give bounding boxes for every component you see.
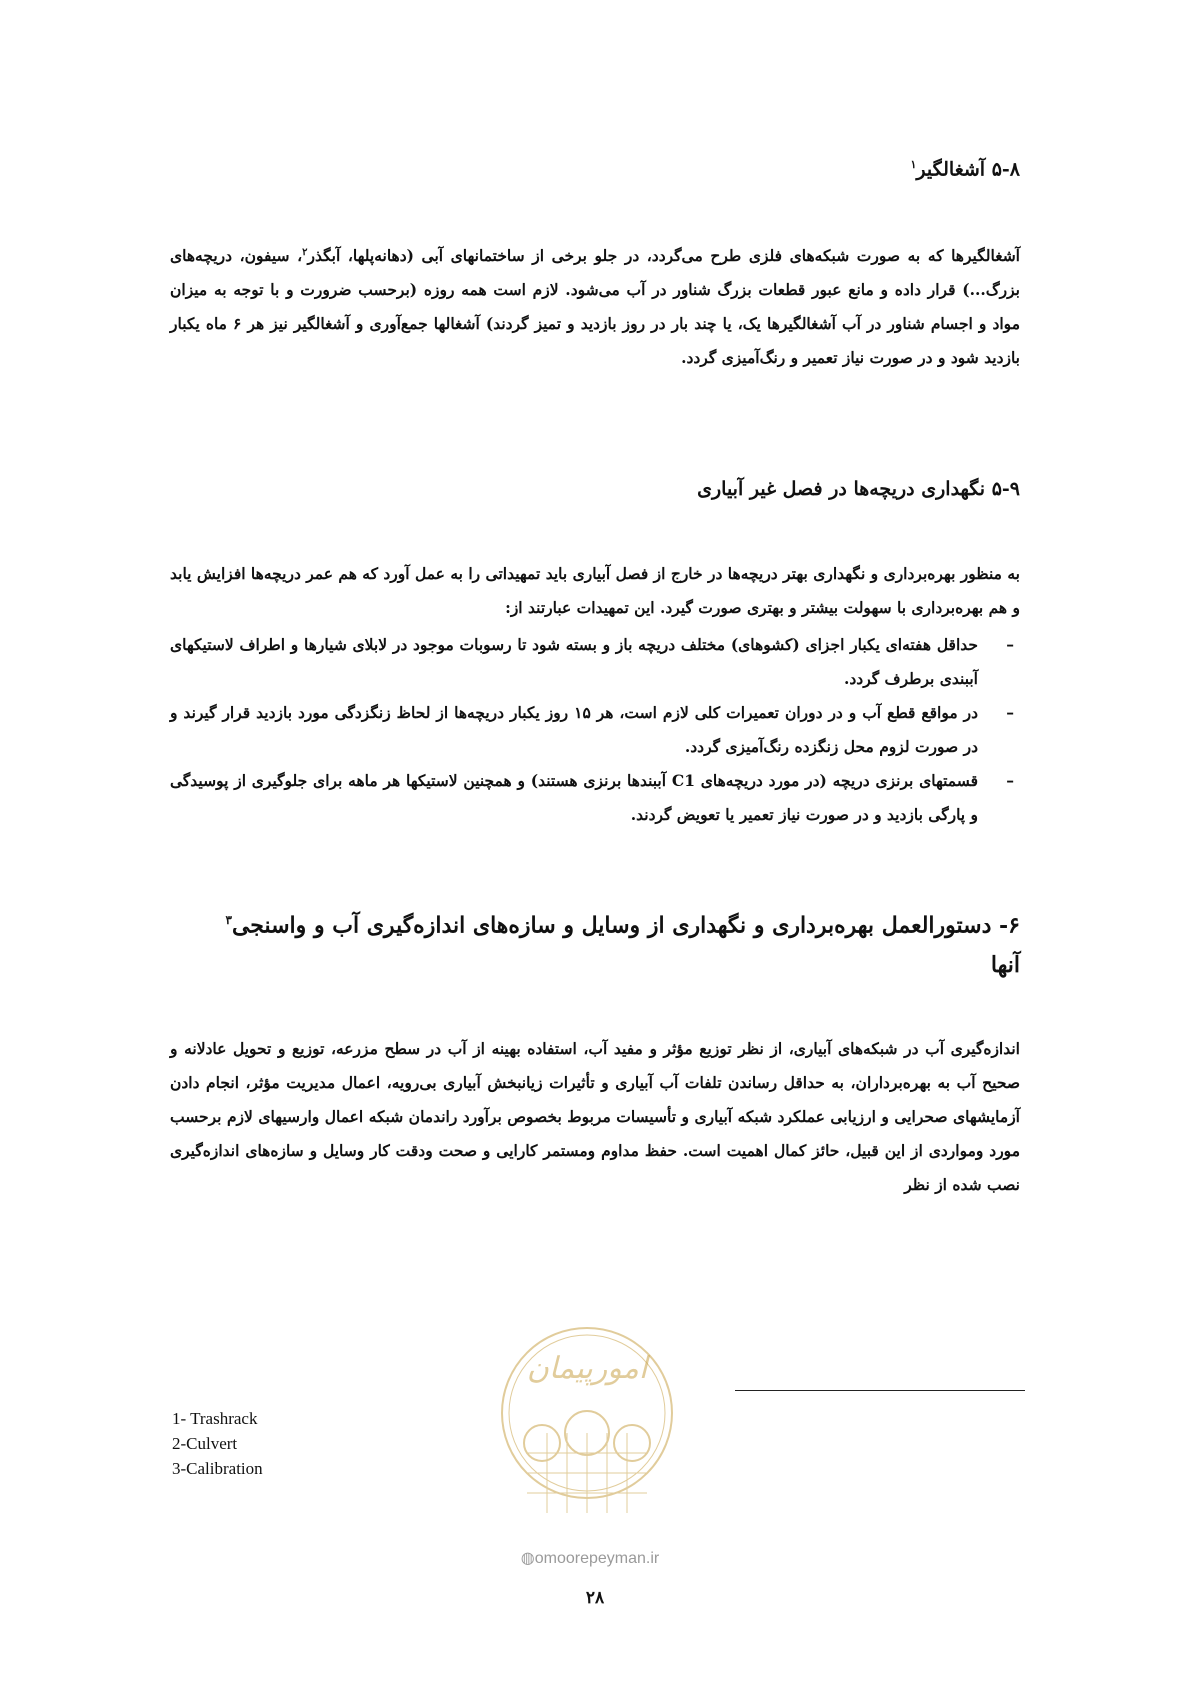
footnote-1: 1- Trashrack [172,1409,258,1428]
section-heading-5-9: ۵-۹ نگهداری دریچه‌ها در فصل غیر آبیاری [697,478,1020,500]
section-heading-5-8: ۵-۸ آشغالگیر$^۱$ [910,158,1020,181]
omoorepeyman-watermark-logo [497,1303,677,1553]
watermark-logo-text: امورپیمان [526,1351,648,1386]
section-heading-6: ۶- دستورالعمل بهره‌برداری و نگهداری از وسایل و سازه‌های اندازه‌گیری آب و واسنجی$^۳$ آنها [225,912,1020,979]
footnote-ref-2: ۲ [302,247,308,258]
paragraph-water-measurement: اندازه‌گیری آب در شبکه‌های آبیاری، از نظر توزیع مؤثر و مفید آب، استفاده بهینه از آب در سطح مزرعه، توزیع و تحویل عادلانه و صحیح آب به بهره‌برداران، به حداقل رساندن تلفات آب آبیاری و تأثیرات زیانبخش آبیاری بی‌رویه، اعمال مدیریت مؤثر، انجام دادن آزمایشهای صحرایی و ارزیابی عملکرد شبکه آبیاری و تأسیسات مربوط بخصوص برآورد راندمان شبکه اعمال وارسیهای لازم برحسب مورد ومواردی از این قبیل، حائز کمال اهمیت است. حفظ مداوم ومستمر کارایی و صحت ودقت کار وسایل و سازه‌های اندازه‌گیری نصب شده از نظر [170,1039,1020,1194]
footnote-3: 3-Calibration [172,1459,263,1478]
bullet-dash: – [1006,771,1014,790]
footnote-divider [735,1390,1025,1391]
bullet-dash: – [1006,703,1014,722]
paragraph-gate-maintenance-intro: به منظور بهره‌برداری و نگهداری بهتر دریچه‌ها در خارج از فصل آبیاری باید تمهیداتی را به عمل آورد که هم عمر دریچه‌ها افزایش یابد و هم بهره‌برداری با سهولت بیشتر و بهتری صورت گیرد. این تمهیدات عبارتند از: [170,564,1020,617]
watermark-globe-icon: ◍ [520,1550,535,1567]
bullet-dash: – [1006,635,1014,654]
page-number: ۲۸ [585,1588,605,1608]
list-item: – در مواقع قطع آب و در دوران تعمیرات کلی لازم است، هر ۱۵ روز یکبار دریچه‌ها از لحاظ زنگزدگی مورد بازدید قرار گیرند و در صورت لزوم محل زنگزده رنگ‌آمیزی گردد. [170,696,1020,764]
footnote-2: 2-Culvert [172,1434,238,1453]
footnotes [172,1406,263,1481]
paragraph-trashrack: آشغالگیرها که به صورت شبکه‌های فلزی طرح می‌گردد، در جلو برخی از ساختمانهای آبی (دهانه‌پلها، آبگذر$^۲$، سیفون، دریچه‌های بزرگ...) قرار داده و مانع عبور قطعات بزرگ شناور در آب می‌شود. لازم است همه روزه (برحسب ضرورت و با توجه به میزان مواد و اجسام شناور در آب آشغالگیرها یک، یا چند بار در روز بازدید و تمیز گردند) آشغالها جمع‌آوری و آشغالگیر نیز هر ۶ ماه یکبار بازدید شود و در صورت نیاز تعمیر و رنگ‌آمیزی گردد. [170,246,1020,368]
watermark-url: ◍omoorepeyman.ir [520,1550,660,1567]
list-item: – حداقل هفته‌ای یکبار اجزای (کشوهای) مختلف دریچه باز و بسته شود تا رسوبات موجود در لابلای شیارها و اطراف لاستیکهای آببندی برطرف گردد. [170,628,1020,696]
list-item: – قسمتهای برنزی دریچه (در مورد دریچه‌های C1 آببندها برنزی هستند) و همچنین لاستیکها هر ماهه برای جلوگیری از پوسیدگی و پارگی بازدید و در صورت نیاز تعمیر یا تعویض گردند. [170,764,1020,832]
footnote-ref-3: ۳ [225,913,232,927]
gate-maintenance-list [170,628,1020,832]
footnote-ref-1: ۱ [910,158,917,171]
